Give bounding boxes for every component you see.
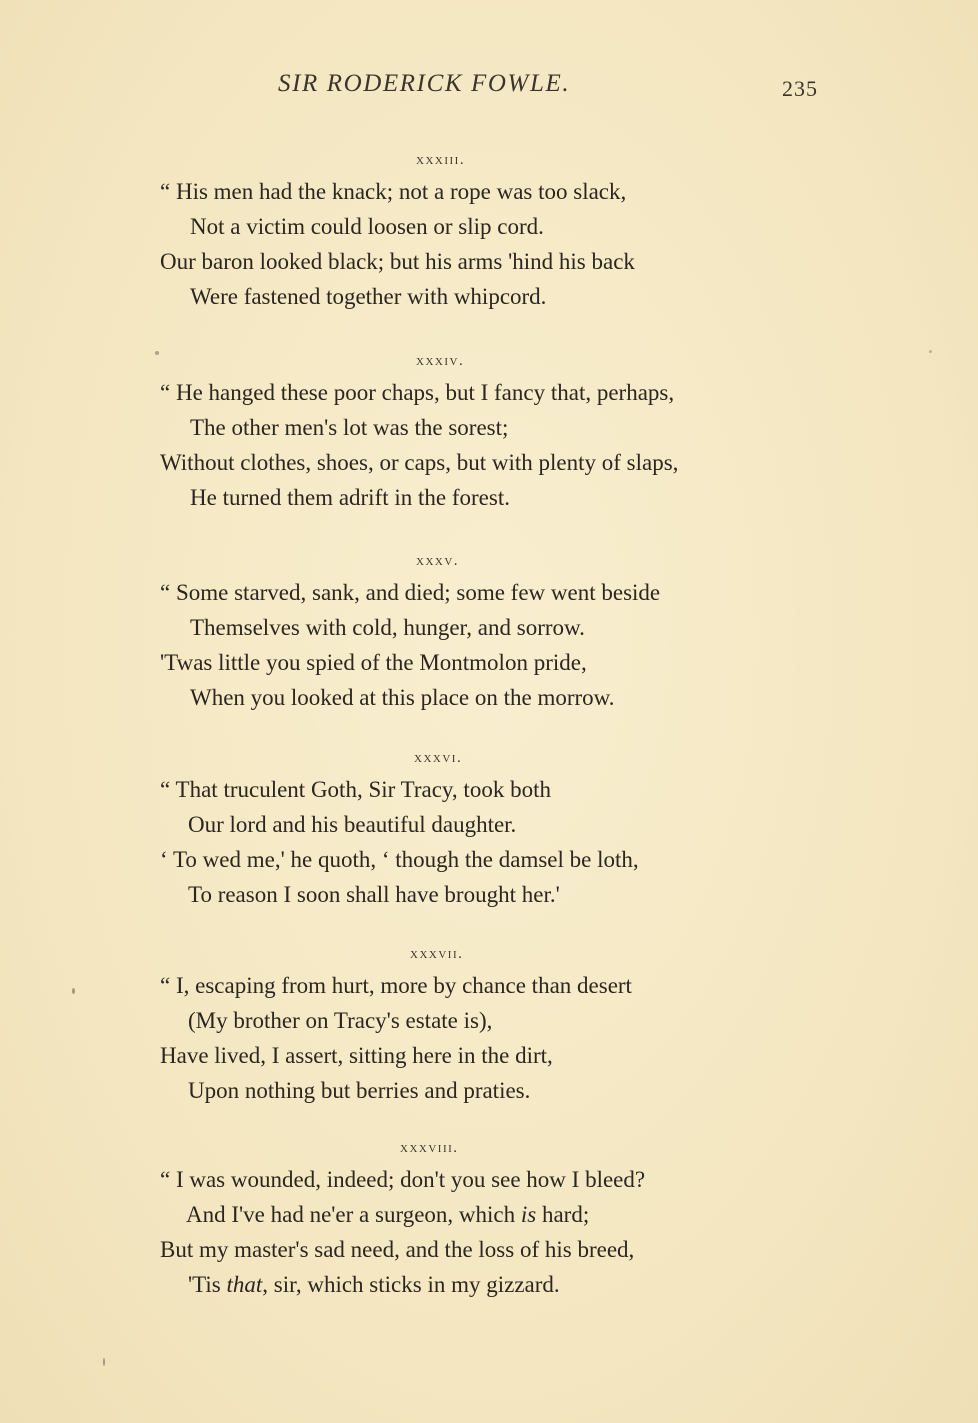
verse-line: When you looked at this place on the morrow.: [190, 685, 615, 710]
running-title: SIR RODERICK FOWLE.: [278, 70, 571, 97]
verse-line: [160, 1267, 840, 1302]
verse-line: Were fastened together with whipcord.: [190, 284, 547, 309]
stanza-35: [160, 547, 840, 715]
verse-line: But my master's sad need, and the loss of his breed,: [160, 1237, 635, 1262]
stanza-36: [160, 744, 840, 912]
verse-line: ‘ To wed me,' he quoth, ‘ though the damsel be loth,: [160, 847, 639, 872]
verse-text: hard;: [536, 1202, 590, 1227]
verse-line: 'Twas little you spied of the Montmolon pride,: [160, 650, 587, 675]
verse-line: Themselves with cold, hunger, and sorrow.: [190, 615, 585, 640]
verse-line: Our baron looked black; but his arms 'hind his back: [160, 249, 635, 274]
stanza-number: xxxv.: [416, 553, 460, 569]
stanza-number: xxxiv.: [416, 353, 465, 369]
verse-line: “ I was wounded, indeed; don't you see how I bleed?: [160, 1167, 646, 1192]
page-number: 235: [782, 76, 818, 101]
verse-line: “ That truculent Goth, Sir Tracy, took both: [160, 777, 551, 802]
running-head: [160, 70, 820, 110]
verse-line: [160, 1197, 840, 1232]
paper-speck: [103, 1358, 105, 1366]
verse-line: The other men's lot was the sorest;: [190, 415, 509, 440]
verse-line: Our lord and his beautiful daughter.: [188, 812, 517, 837]
verse-line: “ Some starved, sank, and died; some few went beside: [160, 580, 661, 605]
verse-line: “ His men had the knack; not a rope was too slack,: [160, 179, 627, 204]
stanza-33: [160, 146, 840, 314]
paper-speck: [155, 351, 159, 355]
verse-line: Not a victim could loosen or slip cord.: [190, 214, 544, 239]
verse-line: “ I, escaping from hurt, more by chance than desert: [160, 973, 632, 998]
emphasis: that: [226, 1272, 263, 1297]
verse-line: To reason I soon shall have brought her.': [188, 882, 560, 907]
stanza-37: [160, 940, 840, 1108]
stanza-number: xxxvi.: [414, 750, 463, 766]
verse-line: (My brother on Tracy's estate is),: [188, 1008, 493, 1033]
stanza-38: [160, 1134, 840, 1302]
verse-text: , sir, which sticks in my gizzard.: [262, 1272, 560, 1297]
paper-speck: [72, 988, 75, 994]
verse-line: He turned them adrift in the forest.: [190, 485, 510, 510]
verse-line: “ He hanged these poor chaps, but I fancy that, perhaps,: [160, 380, 675, 405]
verse-text: 'Tis: [188, 1272, 227, 1297]
paper-speck: [929, 350, 932, 353]
verse-line: Upon nothing but berries and praties.: [188, 1078, 531, 1103]
emphasis: is: [520, 1202, 537, 1227]
verse-line: Without clothes, shoes, or caps, but with plenty of slaps,: [160, 450, 679, 475]
verse-text: And I've had ne'er a surgeon, which: [186, 1202, 521, 1227]
stanza-number: xxxiii.: [416, 152, 466, 168]
verse-line: Have lived, I assert, sitting here in the dirt,: [160, 1043, 553, 1068]
stanza-34: [160, 347, 840, 515]
stanza-number: xxxvii.: [410, 946, 464, 962]
stanza-number: xxxviii.: [400, 1140, 459, 1156]
